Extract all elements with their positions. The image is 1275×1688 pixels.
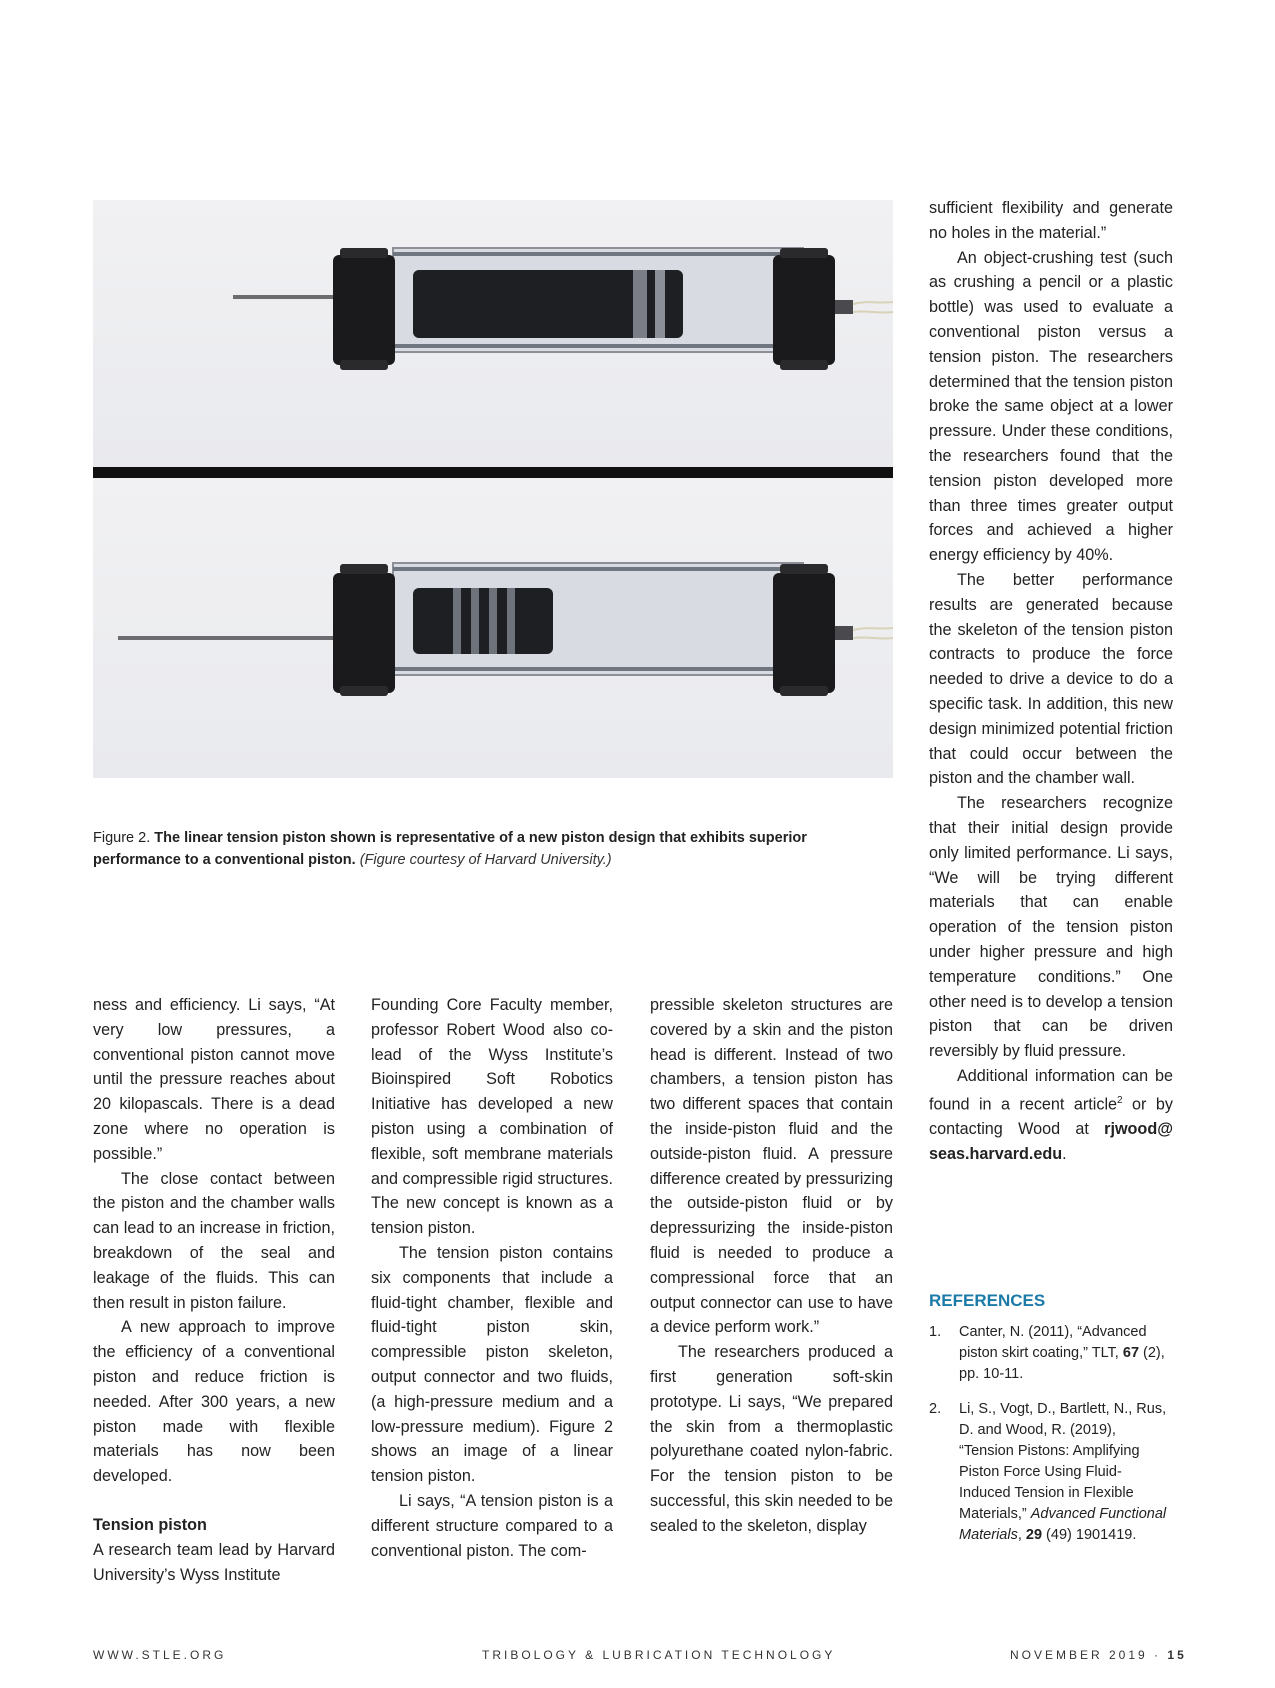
piston-photo-extended [93, 200, 893, 467]
paragraph: The tension piston contains six components that include a fluid-tight chamber, flexible and fluid-tight piston skin, compressible piston skeleton, output connector and two fluids, (a high-pressure medium and a low-pressure medium). Figure 2 shows an image of a linear tension piston. [371, 1243, 613, 1486]
footer-website[interactable]: WWW.STLE.ORG [93, 1648, 227, 1662]
paragraph: The better performance results are generated because the skeleton of the tension piston contracts to produce the force needed to drive a device to do a specific task. In addition, this new design minimized potential friction that could occur between the piston and the chamber wall. [929, 570, 1173, 788]
figure-credit: (Figure courtesy of Harvard University.) [359, 852, 612, 868]
reference-number: 2. [929, 1401, 942, 1417]
footer-date: NOVEMBER 2019 [1010, 1648, 1148, 1662]
photo-divider [93, 467, 893, 478]
article-column-2 [371, 993, 613, 1563]
footer-date-page [1010, 1648, 1187, 1662]
paragraph: The researchers recognize that their initial design provide only limited performance. Li says, “We will be trying different materials that can enable operation of the tension piston under higher pressure and high temperature conditions.” One other need is to develop a tension piston that can be driven reversibly by fluid pressure. [929, 794, 1173, 1061]
figure-label: Figure 2. [93, 830, 151, 846]
paragraph: Li says, “A tension piston is a different structure compared to a conventional piston. The com- [371, 1491, 613, 1560]
article-column-3 [650, 993, 893, 1539]
section-heading: Tension piston [93, 1515, 207, 1534]
figure-photo [93, 200, 893, 778]
footer-separator: · [1147, 1648, 1168, 1662]
paragraph: A new approach to improve the efficiency of a conventional piston and reduce friction is needed. After 300 years, a new piston made with flexible materials has now been developed. [93, 1318, 335, 1486]
article-column-4 [929, 196, 1173, 1166]
references-heading: REFERENCES [929, 1291, 1046, 1310]
reference-item [929, 1399, 1173, 1546]
paragraph: The close contact between the piston and the chamber walls can lead to an increase in friction, breakdown of the seal and leakage of the fluids. This can then result in piston failure. [93, 1169, 335, 1312]
reference-text: (2), pp. 10-11. [959, 1345, 1165, 1382]
reference-volume: 29 [1025, 1527, 1043, 1543]
paragraph: ness and efficiency. Li says, “At very low pressures, a conventional piston cannot move until the pressure reaches about 20 kilopascals. There is a dead zone where no operation is possible.” [93, 996, 335, 1163]
paragraph: The researchers produced a first generation soft-skin prototype. Li says, “We prepared the skin from a thermoplastic polyurethane coated nylon-fabric. For the tension piston to be successful, this skin needed to be sealed to the skeleton, display [650, 1343, 893, 1535]
paragraph-text: . [1062, 1144, 1067, 1163]
paragraph: A research team lead by Harvard University’s Wyss Institute [93, 1540, 335, 1584]
citation-superscript: 2 [1117, 1094, 1123, 1106]
reference-item [929, 1322, 1173, 1385]
reference-volume: 67 [1122, 1345, 1140, 1361]
article-column-1 [93, 993, 335, 1587]
email-link[interactable]: rjwood@ seas.harvard.edu [929, 1119, 1173, 1163]
piston-photo-retracted [93, 478, 893, 778]
page-number: 15 [1167, 1648, 1187, 1662]
references-list [929, 1322, 1173, 1560]
figure-caption-text: The linear tension piston shown is representative of a new piston design that exhibits superior performance to a conventional piston. [93, 830, 807, 868]
paragraph: Founding Core Faculty member, professor Robert Wood also co-lead of the Wyss Institute’s Bioinspired Soft Robotics Initiative has developed a new piston using a combination of flexible, soft membrane materials and compressible rigid structures. The new concept is known as a tension piston. [371, 996, 614, 1238]
figure-caption [93, 827, 893, 871]
paragraph-text: or by contacting Wood at [929, 1095, 1173, 1138]
paragraph [929, 1064, 1173, 1167]
reference-text: Li, S., Vogt, D., Bartlett, N., Rus, D. and Wood, R. (2019), “Tension Pistons: Amplifying Piston Force Using Fluid-Induced Tension in Flexible Materials,” [959, 1401, 1167, 1522]
reference-text: (49) 1901419. [1042, 1527, 1137, 1543]
paragraph: pressible skeleton structures are covered by a skin and the piston head is different. Instead of two chambers, a tension piston has two different spaces that contain the inside-piston fluid and the outside-piston fluid. A pressure difference created by pressurizing the outside-piston fluid or by depressurizing the inside-piston fluid is needed to produce a compressional force that an output connector can use to have a device perform work.” [650, 996, 893, 1337]
paragraph: An object-crushing test (such as crushing a pencil or a plastic bottle) was used to evaluate a conventional piston versus a tension piston. The researchers determined that the tension piston broke the same object at a lower pressure. Under these conditions, the researchers found that the tension piston developed more than three times greater output forces and achieved a higher energy efficiency by 40%. [929, 248, 1173, 565]
reference-text: , [1017, 1527, 1026, 1543]
paragraph: sufficient flexibility and generate no holes in the material.” [929, 199, 1173, 242]
reference-number: 1. [929, 1324, 942, 1340]
reference-journal: Advanced Functional Materials [959, 1506, 1167, 1543]
footer-magazine-title: TRIBOLOGY & LUBRICATION TECHNOLOGY [482, 1648, 836, 1662]
reference-text: Canter, N. (2011), “Advanced piston skirt coating,” TLT, [959, 1324, 1147, 1361]
paragraph-text: Additional information can be found in a recent article [929, 1066, 1173, 1114]
